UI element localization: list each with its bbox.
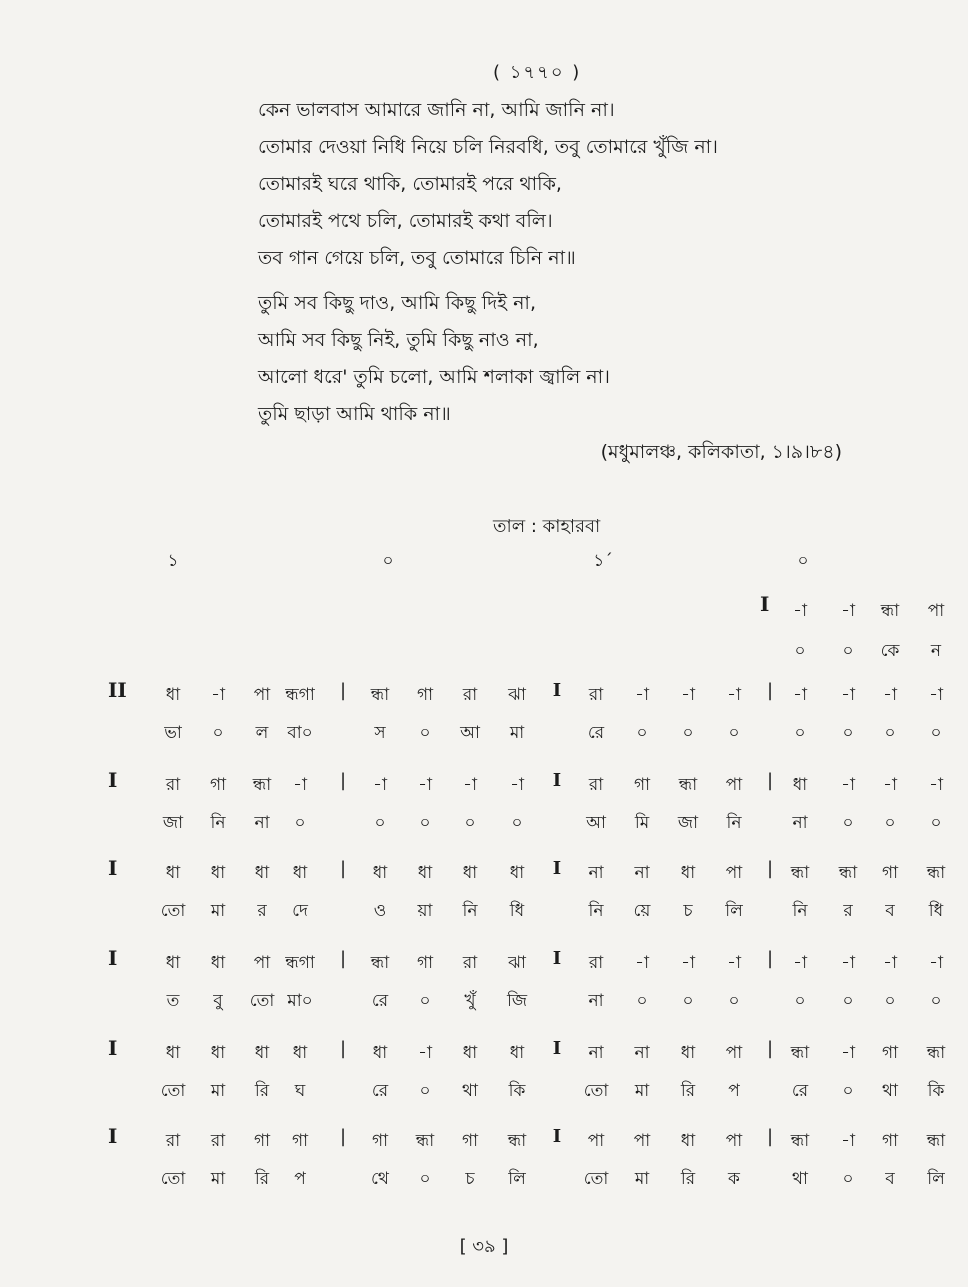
syllable-cell: লি bbox=[725, 901, 743, 921]
beat-marker: ১´ bbox=[593, 551, 613, 571]
syllable-cell: ও bbox=[373, 901, 387, 921]
syllable-cell: প bbox=[294, 1169, 306, 1189]
note-cell: গা bbox=[461, 1131, 479, 1151]
note-cell: ধা bbox=[165, 1043, 181, 1063]
note-cell: গা bbox=[371, 1131, 389, 1151]
pickup-barline: I bbox=[760, 592, 770, 616]
note-cell: -া bbox=[883, 775, 897, 795]
syllable-cell: থা bbox=[882, 1081, 898, 1101]
note-cell: ন্ধা bbox=[790, 1131, 810, 1151]
page-header-number: ( ১৭৭০ ) bbox=[493, 62, 582, 83]
syllable-cell: রে bbox=[371, 1081, 389, 1101]
note-cell: -া bbox=[418, 1043, 432, 1063]
syllable-cell: মা bbox=[210, 1169, 226, 1189]
note-cell: -া bbox=[883, 953, 897, 973]
note-cell: -া bbox=[841, 1043, 855, 1063]
syllable-cell: কি bbox=[508, 1081, 526, 1101]
syllable-cell: ০ bbox=[728, 991, 740, 1011]
lyric-line: কেন ভালবাস আমারে জানি না, আমি জানি না। bbox=[258, 99, 615, 121]
syllable-cell: মা bbox=[210, 1081, 226, 1101]
note-cell: ধা bbox=[462, 863, 478, 883]
note-cell: ন্ধা bbox=[370, 953, 390, 973]
lyric-line: আমি সব কিছু নিই, তুমি কিছু নাও না, bbox=[258, 329, 539, 351]
beat-barline: | bbox=[339, 948, 347, 969]
section-barline: I bbox=[552, 770, 562, 791]
syllable-cell: নি bbox=[726, 813, 742, 833]
page-number: [ ৩৯ ] bbox=[459, 1236, 509, 1257]
note-cell: -া bbox=[793, 601, 807, 621]
note-cell: -া bbox=[727, 685, 741, 705]
beat-barline: | bbox=[766, 858, 774, 879]
syllable-cell: ০ bbox=[842, 723, 854, 743]
syllable-cell: ল bbox=[255, 723, 269, 743]
note-cell: ধা bbox=[372, 1043, 388, 1063]
syllable-cell: ০ bbox=[636, 723, 648, 743]
note-cell: -া bbox=[841, 1131, 855, 1151]
syllable-cell: লি bbox=[508, 1169, 526, 1189]
syllable-cell: চ bbox=[683, 901, 693, 921]
note-cell: গা bbox=[881, 1131, 899, 1151]
syllable-cell: রে bbox=[791, 1081, 809, 1101]
note-cell: না bbox=[588, 863, 604, 883]
row-barline: I bbox=[108, 768, 118, 792]
note-cell: ন্ধা bbox=[507, 1131, 527, 1151]
syllable-cell: ০ bbox=[884, 723, 896, 743]
stanza-gap bbox=[258, 277, 858, 285]
note-cell: -া bbox=[883, 685, 897, 705]
syllable-cell: লি bbox=[927, 1169, 945, 1189]
syllable-cell: ০ bbox=[419, 813, 431, 833]
syllable-cell: তো bbox=[583, 1081, 609, 1101]
syllable-cell: দে bbox=[292, 901, 308, 921]
syllable-cell: মি bbox=[634, 813, 650, 833]
syllable-cell: থা bbox=[792, 1169, 808, 1189]
syllable-cell: ০ bbox=[636, 991, 648, 1011]
note-cell: ন্ধা bbox=[678, 775, 698, 795]
syllable-cell: ০ bbox=[728, 723, 740, 743]
beat-marker: ০ bbox=[797, 551, 809, 571]
syllable-cell: ০ bbox=[884, 991, 896, 1011]
note-cell: ন্ধা bbox=[252, 775, 272, 795]
note-cell: ধা bbox=[165, 953, 181, 973]
note-cell: রা bbox=[462, 685, 478, 705]
syllable-cell: মা bbox=[634, 1081, 650, 1101]
note-cell: ন্ধা bbox=[790, 863, 810, 883]
note-cell: -া bbox=[841, 775, 855, 795]
syllable-cell: ০ bbox=[419, 723, 431, 743]
note-cell: রা bbox=[588, 685, 604, 705]
note-cell: -া bbox=[929, 685, 943, 705]
note-cell: না bbox=[588, 1043, 604, 1063]
syllable-cell: স bbox=[374, 723, 386, 743]
syllable-cell: ০ bbox=[842, 1081, 854, 1101]
syllable-cell: ০ bbox=[930, 991, 942, 1011]
syllable-cell: ধি bbox=[509, 901, 525, 921]
syllable-cell: ০ bbox=[930, 813, 942, 833]
note-cell: ধা bbox=[417, 863, 433, 883]
syllable-cell: ব bbox=[885, 901, 895, 921]
syllable-cell: কি bbox=[927, 1081, 945, 1101]
beat-barline: | bbox=[766, 1038, 774, 1059]
syllable-cell: তো bbox=[583, 1169, 609, 1189]
syllable-cell: প bbox=[728, 1081, 740, 1101]
syllable-cell: ০ bbox=[464, 813, 476, 833]
beat-barline: | bbox=[766, 770, 774, 791]
syllable-cell: বা০ bbox=[287, 723, 313, 743]
syllable-cell: না bbox=[588, 991, 604, 1011]
syllable-cell: রি bbox=[680, 1169, 696, 1189]
syllable-cell: ধি bbox=[928, 901, 944, 921]
note-cell: গা bbox=[416, 953, 434, 973]
note-cell: রা bbox=[165, 775, 181, 795]
syllable-cell: ন bbox=[930, 641, 942, 661]
note-cell: পা bbox=[253, 685, 271, 705]
beat-barline: | bbox=[339, 770, 347, 791]
note-cell: -া bbox=[463, 775, 477, 795]
beat-barline: | bbox=[339, 858, 347, 879]
lyrics-block bbox=[258, 92, 858, 433]
note-cell: -া bbox=[929, 953, 943, 973]
row-barline: I bbox=[108, 946, 118, 970]
syllable-cell: আ bbox=[586, 813, 606, 833]
note-cell: ধা bbox=[509, 863, 525, 883]
note-cell: ঝা bbox=[508, 685, 526, 705]
note-cell: ন্ধগা bbox=[285, 953, 315, 973]
syllable-cell: তো bbox=[160, 1081, 186, 1101]
syllable-cell: ০ bbox=[930, 723, 942, 743]
syllable-cell: ০ bbox=[682, 991, 694, 1011]
note-cell: গা bbox=[291, 1131, 309, 1151]
syllable-cell: আ bbox=[460, 723, 480, 743]
syllable-cell: মা bbox=[634, 1169, 650, 1189]
syllable-cell: তো bbox=[160, 1169, 186, 1189]
note-cell: ধা bbox=[210, 1043, 226, 1063]
lyric-line: তোমারই পথে চলি, তোমারই কথা বলি। bbox=[258, 210, 553, 232]
note-cell: ন্ধা bbox=[926, 1043, 946, 1063]
note-cell: ধা bbox=[292, 863, 308, 883]
note-cell: ন্ধা bbox=[926, 863, 946, 883]
syllable-cell: য়ে bbox=[633, 901, 651, 921]
beat-barline: | bbox=[766, 1126, 774, 1147]
note-cell: ধা bbox=[680, 1131, 696, 1151]
lyric-line: তব গান গেয়ে চলি, তবু তোমারে চিনি না॥ bbox=[258, 247, 576, 269]
note-cell: ধা bbox=[292, 1043, 308, 1063]
note-cell: -া bbox=[373, 775, 387, 795]
syllable-cell: ক bbox=[728, 1169, 740, 1189]
note-cell: পা bbox=[725, 775, 743, 795]
syllable-cell: চ bbox=[465, 1169, 475, 1189]
note-cell: ন্ধা bbox=[790, 1043, 810, 1063]
syllable-cell: থা bbox=[462, 1081, 478, 1101]
note-cell: -া bbox=[293, 775, 307, 795]
syllable-cell: ০ bbox=[842, 991, 854, 1011]
syllable-cell: ০ bbox=[419, 991, 431, 1011]
syllable-cell: ০ bbox=[682, 723, 694, 743]
row-barline: I bbox=[108, 856, 118, 880]
syllable-cell: ০ bbox=[842, 641, 854, 661]
syllable-cell: য়া bbox=[417, 901, 433, 921]
section-barline: I bbox=[552, 680, 562, 701]
note-cell: ন্ধা bbox=[838, 863, 858, 883]
note-cell: ঝা bbox=[508, 953, 526, 973]
syllable-cell: জা bbox=[677, 813, 699, 833]
row-barline: I bbox=[108, 1124, 118, 1148]
source-citation: (মধুমালঞ্চ, কলিকাতা, ১।৯।৮৪) bbox=[600, 441, 842, 463]
section-barline: I bbox=[552, 1038, 562, 1059]
syllable-cell: না bbox=[792, 813, 808, 833]
note-cell: ধা bbox=[680, 1043, 696, 1063]
syllable-cell: র bbox=[843, 901, 853, 921]
syllable-cell: ০ bbox=[419, 1169, 431, 1189]
note-cell: ন্ধা bbox=[926, 1131, 946, 1151]
note-cell: ধা bbox=[210, 863, 226, 883]
note-cell: পা bbox=[253, 953, 271, 973]
note-cell: রা bbox=[210, 1131, 226, 1151]
note-cell: ন্ধা bbox=[370, 685, 390, 705]
note-cell: ন্ধা bbox=[880, 601, 900, 621]
note-cell: ধা bbox=[462, 1043, 478, 1063]
syllable-cell: ০ bbox=[794, 641, 806, 661]
syllable-cell: রি bbox=[680, 1081, 696, 1101]
section-barline: I bbox=[552, 1126, 562, 1147]
note-cell: -া bbox=[841, 685, 855, 705]
note-cell: গা bbox=[416, 685, 434, 705]
syllable-cell: বু bbox=[213, 991, 223, 1011]
note-cell: না bbox=[634, 863, 650, 883]
lyric-line: তোমার দেওয়া নিধি নিয়ে চলি নিরবধি, তবু তোমারে খুঁজি না। bbox=[258, 136, 718, 158]
syllable-cell: ০ bbox=[294, 813, 306, 833]
note-cell: -া bbox=[211, 685, 225, 705]
syllable-cell: খুঁ bbox=[464, 991, 476, 1011]
row-barline: I bbox=[108, 1036, 118, 1060]
note-cell: -া bbox=[681, 685, 695, 705]
syllable-cell: ঘ bbox=[294, 1081, 306, 1101]
note-cell: পা bbox=[725, 1043, 743, 1063]
syllable-cell: ত bbox=[166, 991, 180, 1011]
lyric-line: তুমি ছাড়া আমি থাকি না॥ bbox=[258, 403, 451, 425]
beat-barline: | bbox=[766, 680, 774, 701]
syllable-cell: থে bbox=[371, 1169, 389, 1189]
lyric-line: তুমি সব কিছু দাও, আমি কিছু দিই না, bbox=[258, 292, 536, 314]
section-barline: I bbox=[552, 858, 562, 879]
syllable-cell: জি bbox=[506, 991, 528, 1011]
note-cell: -া bbox=[510, 775, 524, 795]
syllable-cell: ০ bbox=[794, 991, 806, 1011]
syllable-cell: রে bbox=[371, 991, 389, 1011]
section-barline: I bbox=[552, 948, 562, 969]
note-cell: পা bbox=[587, 1131, 605, 1151]
syllable-cell: ০ bbox=[794, 723, 806, 743]
note-cell: না bbox=[634, 1043, 650, 1063]
note-cell: ন্ধা bbox=[415, 1131, 435, 1151]
note-cell: -া bbox=[681, 953, 695, 973]
note-cell: গা bbox=[253, 1131, 271, 1151]
note-cell: ধা bbox=[372, 863, 388, 883]
note-cell: পা bbox=[725, 863, 743, 883]
row-barline: II bbox=[108, 678, 127, 702]
syllable-cell: নি bbox=[462, 901, 478, 921]
note-cell: -া bbox=[635, 953, 649, 973]
syllable-cell: মা bbox=[210, 901, 226, 921]
syllable-cell: ভা bbox=[164, 723, 182, 743]
syllable-cell: ০ bbox=[884, 813, 896, 833]
syllable-cell: মা bbox=[509, 723, 525, 743]
beat-barline: | bbox=[339, 1126, 347, 1147]
syllable-cell: তো bbox=[160, 901, 186, 921]
syllable-cell: মা০ bbox=[287, 991, 313, 1011]
note-cell: -া bbox=[635, 685, 649, 705]
note-cell: -া bbox=[841, 601, 855, 621]
syllable-cell: নি bbox=[792, 901, 808, 921]
syllable-cell: ০ bbox=[374, 813, 386, 833]
note-cell: ধা bbox=[210, 953, 226, 973]
syllable-cell: ০ bbox=[419, 1081, 431, 1101]
note-cell: -া bbox=[727, 953, 741, 973]
note-cell: ধা bbox=[792, 775, 808, 795]
note-cell: -া bbox=[929, 775, 943, 795]
syllable-cell: তো bbox=[249, 991, 275, 1011]
note-cell: রা bbox=[462, 953, 478, 973]
lyric-line: আলো ধরে' তুমি চলো, আমি শলাকা জ্বালি না। bbox=[258, 366, 610, 388]
note-cell: ধা bbox=[509, 1043, 525, 1063]
note-cell: ধা bbox=[680, 863, 696, 883]
note-cell: ধা bbox=[254, 1043, 270, 1063]
syllable-cell: রি bbox=[254, 1081, 270, 1101]
note-cell: গা bbox=[881, 1043, 899, 1063]
tala-heading: তাল : কাহারবা bbox=[493, 516, 601, 537]
beat-barline: | bbox=[339, 680, 347, 701]
note-cell: পা bbox=[725, 1131, 743, 1151]
syllable-cell: রে bbox=[587, 723, 605, 743]
syllable-cell: নি bbox=[210, 813, 226, 833]
beat-marker: ০ bbox=[382, 551, 394, 571]
syllable-cell: জা bbox=[162, 813, 184, 833]
syllable-cell: ব bbox=[885, 1169, 895, 1189]
note-cell: রা bbox=[588, 953, 604, 973]
note-cell: -া bbox=[418, 775, 432, 795]
syllable-cell: ০ bbox=[511, 813, 523, 833]
note-cell: ধা bbox=[165, 863, 181, 883]
note-cell: রা bbox=[588, 775, 604, 795]
note-cell: -া bbox=[793, 685, 807, 705]
syllable-cell: ০ bbox=[212, 723, 224, 743]
note-cell: ধা bbox=[254, 863, 270, 883]
syllable-cell: নি bbox=[588, 901, 604, 921]
note-cell: গা bbox=[881, 863, 899, 883]
beat-barline: | bbox=[766, 948, 774, 969]
note-cell: গা bbox=[633, 775, 651, 795]
lyric-line: তোমারই ঘরে থাকি, তোমারই পরে থাকি, bbox=[258, 173, 562, 195]
note-cell: রা bbox=[165, 1131, 181, 1151]
note-cell: পা bbox=[633, 1131, 651, 1151]
syllable-cell: রি bbox=[254, 1169, 270, 1189]
note-cell: -া bbox=[841, 953, 855, 973]
note-cell: ন্ধগা bbox=[285, 685, 315, 705]
syllable-cell: র bbox=[257, 901, 267, 921]
beat-marker: ১ bbox=[167, 551, 179, 571]
note-cell: পা bbox=[927, 601, 945, 621]
note-cell: গা bbox=[209, 775, 227, 795]
syllable-cell: কে bbox=[880, 641, 900, 661]
beat-barline: | bbox=[339, 1038, 347, 1059]
syllable-cell: ০ bbox=[842, 1169, 854, 1189]
note-cell: ধা bbox=[165, 685, 181, 705]
syllable-cell: না bbox=[254, 813, 270, 833]
note-cell: -া bbox=[793, 953, 807, 973]
syllable-cell: ০ bbox=[842, 813, 854, 833]
